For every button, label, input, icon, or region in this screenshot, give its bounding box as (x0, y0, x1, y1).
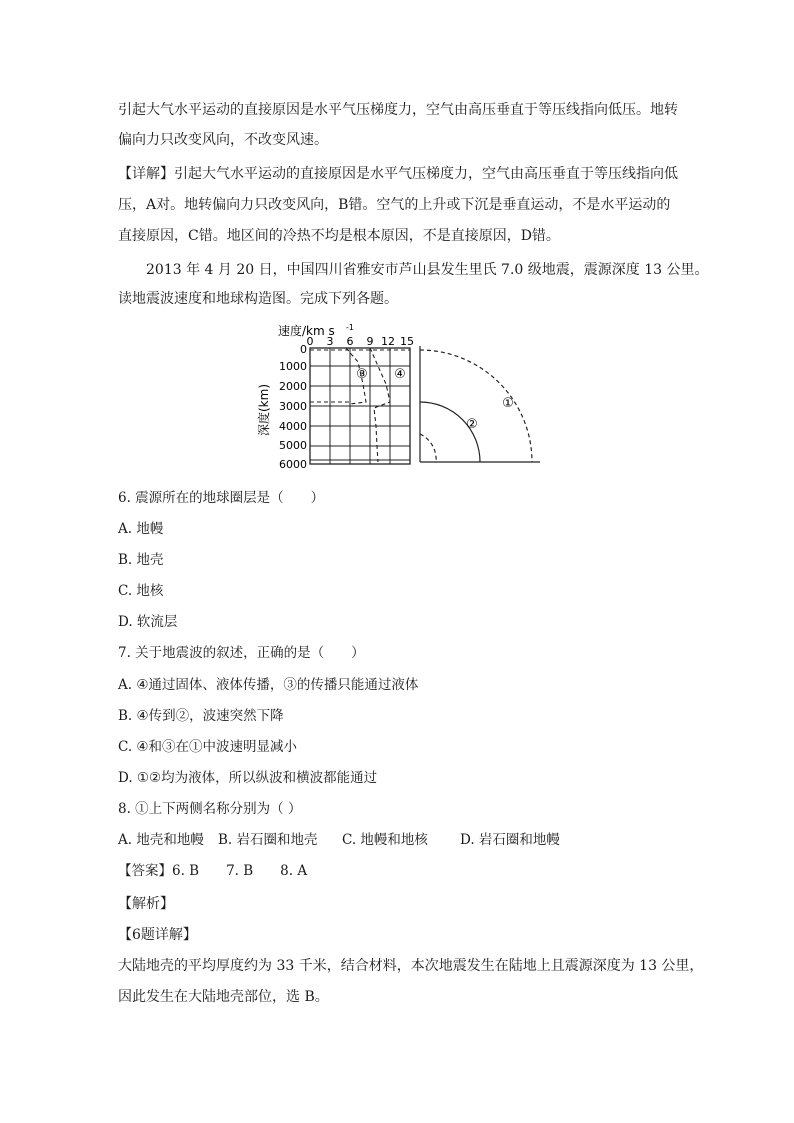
depth-tick-2000: 2000 (279, 380, 307, 393)
speed-tick-9: 9 (366, 335, 374, 348)
speed-tick-15: 15 (400, 335, 414, 348)
q7-option-c: C. ④和③在①中波速明显减小 (118, 739, 298, 755)
intro-line-1: 引起大气水平运动的直接原因是水平气压梯度力，空气由高压垂直于等压线指向低压。地转 (118, 102, 678, 118)
passage-line-2: 读地震波速度和地球构造图。完成下列各题。 (118, 291, 398, 307)
q6-option-d: D. 软流层 (118, 614, 178, 630)
q6-option-b: B. 地壳 (118, 552, 164, 568)
seismic-wave-figure-svg (250, 322, 550, 472)
q6-explain-line-2: 因此发生在大陆地壳部位，选 B。 (118, 989, 329, 1005)
q6-option-c: C. 地核 (118, 583, 164, 599)
detail-line-2: 压，A对。地转偏向力只改变风向，B错。空气的上升或下沉是垂直运动，不是水平运动的 (118, 197, 671, 213)
q6-explain-line-1: 大陆地壳的平均厚度约为 33 千米，结合材料，本次地震发生在陆地上且震源深度为 13 公里， (118, 958, 704, 974)
passage-line-1: 2013 年 4 月 20 日，中国四川省雅安市芦山县发生里氏 7.0 级地震，震源深度 13 公里。 (146, 262, 709, 278)
q7-option-a: A. ④通过固体、液体传播，③的传播只能通过液体 (118, 677, 419, 693)
inner-core-arc (420, 434, 436, 462)
depth-tick-6000: 6000 (279, 458, 307, 471)
q7-stem: 7. 关于地震波的叙述，正确的是（ ） (118, 645, 365, 661)
core-mantle-arc (420, 402, 480, 462)
earth-surface-arc (420, 350, 532, 462)
q7-option-d: D. ①②均为液体，所以纵波和横波都能通过 (118, 770, 378, 786)
speed-tick-3: 3 (326, 335, 334, 348)
q8-options (118, 830, 560, 850)
q6-stem: 6. 震源所在的地球圈层是（ ） (118, 490, 325, 506)
speed-depth-grid (310, 348, 410, 464)
earth-structure-diagram (420, 346, 540, 462)
p-wave-curve (370, 348, 390, 462)
seismic-wave-figure (250, 322, 550, 472)
q7-option-b: B. ④传到②，波速突然下降 (118, 708, 284, 724)
speed-axis-exponent: -1 (346, 323, 354, 332)
speed-tick-0: 0 (306, 335, 314, 348)
q6-option-a: A. 地幔 (118, 521, 164, 537)
answer-line: 【答案】6. B 7. B 8. A (118, 863, 308, 879)
depth-tick-1000: 1000 (279, 360, 307, 373)
wave-curves (310, 348, 410, 462)
marker-4: ④ (394, 367, 406, 382)
speed-tick-12: 12 (381, 335, 395, 348)
q8-stem: 8. ①上下两侧名称分别为（ ） (118, 801, 302, 817)
speed-tick-6: 6 (346, 335, 354, 348)
depth-axis-label: 深度(km) (257, 383, 271, 437)
depth-tick-0: 0 (300, 343, 307, 356)
depth-tick-3000: 3000 (279, 400, 307, 413)
marker-1: ① (502, 396, 514, 411)
q6-detail-heading: 【6题详解】 (118, 927, 197, 943)
analysis-heading: 【解析】 (118, 896, 174, 912)
depth-tick-5000: 5000 (279, 439, 307, 452)
q8-option-d: D. 岩石圈和地幔 (460, 832, 560, 848)
detail-line-3: 直接原因，C错。地区间的冷热不均是根本原因，不是直接原因，D错。 (118, 228, 560, 244)
detail-line-1: 【详解】引起大气水平运动的直接原因是水平气压梯度力，空气由高压垂直于等压线指向低 (118, 166, 678, 182)
q8-option-c: C. 地幔和地核 (342, 832, 428, 848)
depth-tick-4000: 4000 (279, 420, 307, 433)
q8-option-a: A. 地壳和地幔 (118, 832, 204, 848)
intro-line-2: 偏向力只改变风向，不改变风速。 (118, 132, 328, 148)
marker-3: ③ (356, 367, 368, 382)
speed-axis-label: 速度/km s (278, 324, 335, 338)
q8-option-b: B. 岩石圈和地壳 (218, 832, 318, 848)
marker-2: ② (466, 417, 478, 432)
